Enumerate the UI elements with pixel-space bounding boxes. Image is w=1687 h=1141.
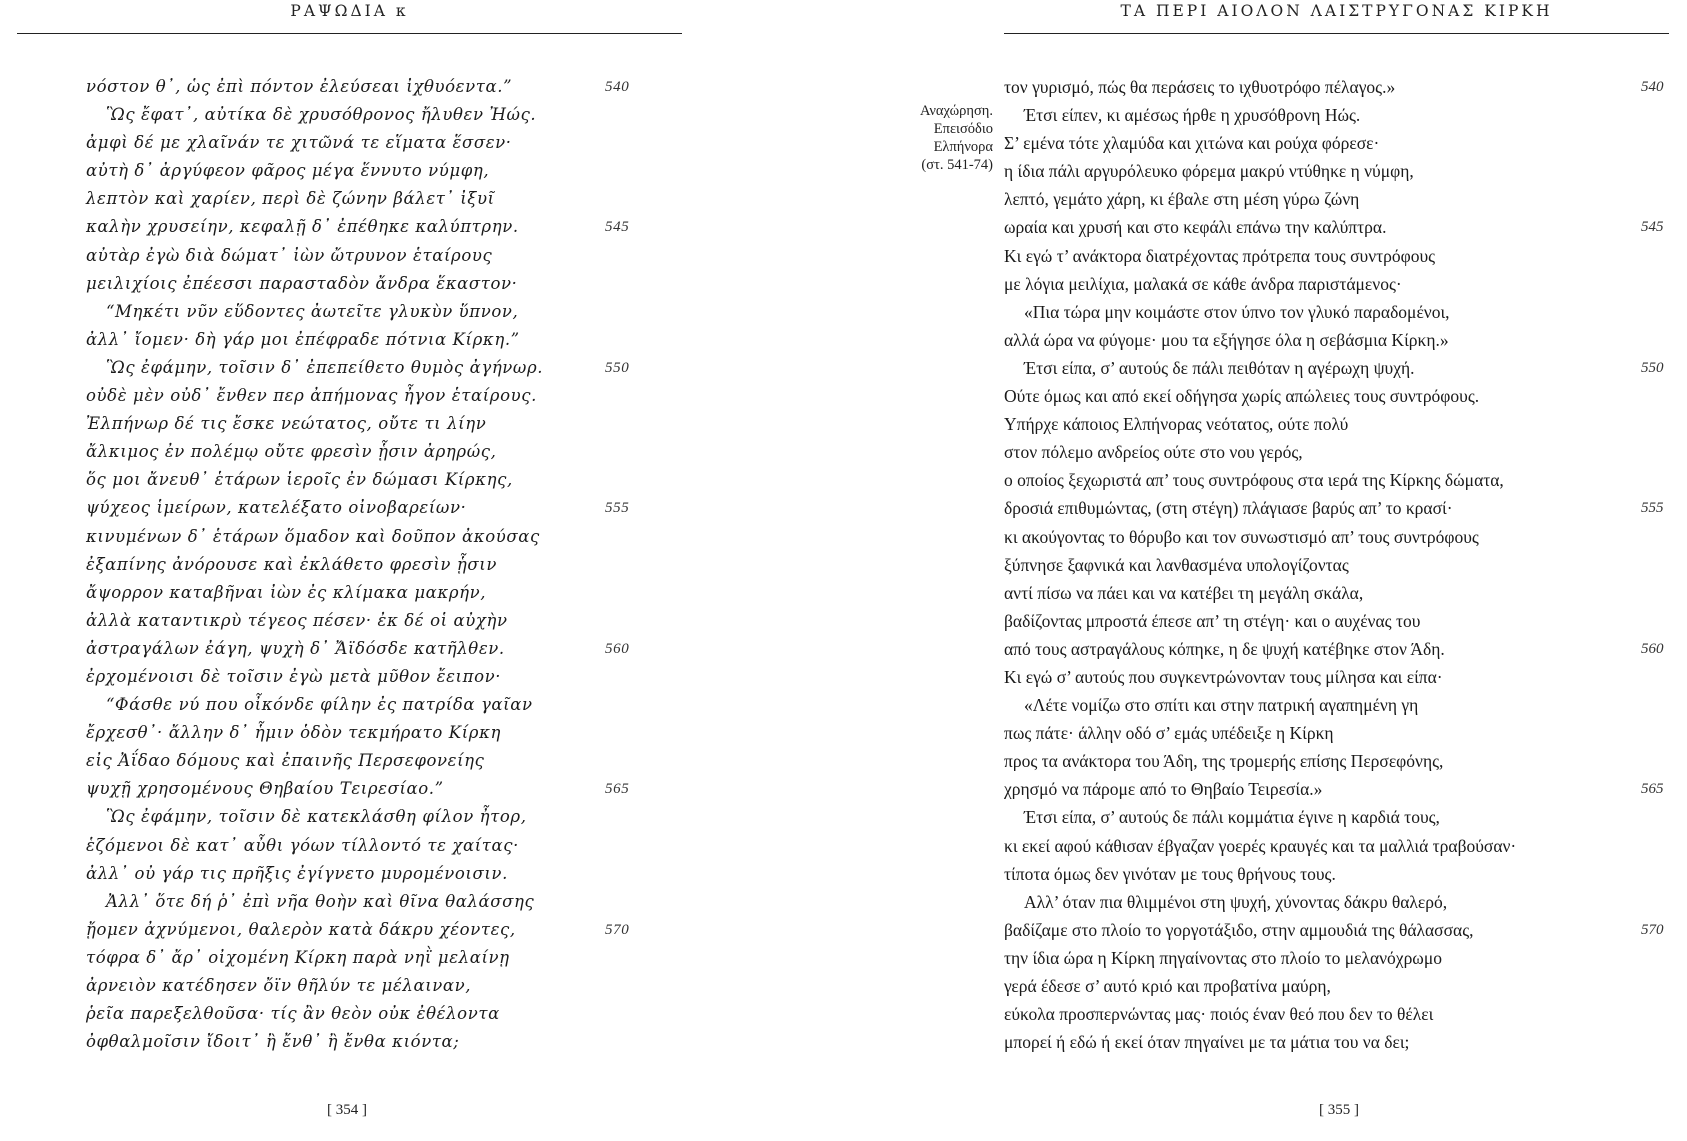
line-number: 555 (605, 500, 630, 517)
verse-line (1004, 775, 1674, 803)
verse-line (1004, 916, 1674, 944)
verse-text: ξύπνησε ξαφνικά και λανθασμένα υπολογίζοντας (1004, 554, 1349, 575)
verse-line (86, 466, 646, 494)
verse-line (86, 157, 646, 185)
verse-line (86, 101, 646, 129)
verse-text: ὀφθαλμοῖσιν ἴδοιτ᾽ ἢ ἔνθ᾽ ἢ ἔνθα κιόντα; (86, 1032, 460, 1052)
line-number: 570 (605, 921, 630, 938)
verse-line (86, 382, 646, 410)
verse-line (86, 888, 646, 916)
verse-text: Ὣς ἐφάμην, τοῖσιν δ᾽ ἐπεπείθετο θυμὸς ἀγήνωρ. (106, 357, 544, 377)
verse-text: αὐτὰρ ἐγὼ διὰ δώματ᾽ ἰὼν ὤτρυνον ἑταίρους (86, 245, 493, 265)
verse-text: Ὣς ἐφάμην, τοῖσιν δὲ κατεκλάσθη φίλον ἦτορ, (106, 807, 527, 827)
verse-text: νόστον θ᾽, ὡς ἐπὶ πόντον ἐλεύσεαι ἰχθυόεντα.” (86, 77, 513, 96)
verse-line (86, 185, 646, 213)
verse-line (86, 551, 646, 579)
line-number: 550 (1641, 359, 1664, 376)
verse-line (1004, 719, 1674, 747)
verse-line (86, 298, 646, 326)
verse-text: ἀρνειὸν κατέδησεν ὄϊν θῆλύν τε μέλαιναν, (86, 976, 472, 995)
running-head: ΡΑΨΩΔΙΑ κ (290, 2, 409, 20)
verse-text: καλὴν χρυσείην, κεφαλῇ δ᾽ ἐπέθηκε καλύπτρην. (86, 217, 519, 237)
verse-line (1004, 832, 1674, 860)
header-rule (17, 33, 682, 34)
verse-text: την ίδια ώρα η Κίρκη πηγαίνοντας στο πλοίο το μελανόχρωμο (1004, 947, 1442, 968)
line-number: 565 (605, 781, 630, 798)
verse-line (1004, 129, 1674, 157)
verse-line (86, 523, 646, 551)
verse-line (86, 73, 646, 101)
verse-text: οὐδὲ μὲν οὐδ᾽ ἔνθεν περ ἀπήμονας ἦγον ἑταίρους. (86, 386, 537, 406)
verse-text: τόφρα δ᾽ ἄρ᾽ οἰχομένη Κίρκη παρὰ νηῒ μελαίνῃ (86, 947, 510, 967)
verse-line (1004, 466, 1674, 494)
margin-note-line: Ελπήνορα (933, 139, 993, 155)
page-number: [ 354 ] (327, 1102, 367, 1118)
verse-line (1004, 494, 1674, 522)
line-number: 550 (605, 359, 630, 376)
verse-text: βαδίζοντας μπροστά έπεσε απ’ τη στέγη· και ο αυχένας του (1004, 610, 1421, 631)
verse-line (86, 747, 646, 775)
line-number: 545 (1641, 219, 1664, 236)
verse-line (1004, 326, 1674, 354)
verse-line (1004, 803, 1674, 831)
verse-line (1004, 663, 1674, 691)
verse-text: με λόγια μειλίχια, μαλακά σε κάθε άνδρα παριστάμενος· (1004, 273, 1402, 294)
verse-line (1004, 298, 1674, 326)
verse-text: ἀλλ᾽ οὐ γάρ τις πρῆξις ἐγίγνετο μυρομένοισιν. (86, 863, 508, 883)
verse-line (1004, 551, 1674, 579)
verse-line (86, 916, 646, 944)
verse-text: ἄψορρον καταβῆναι ἰὼν ἐς κλίμακα μακρήν, (86, 582, 487, 602)
verse-text: ωραία και χρυσή και στο κεφάλι επάνω την καλύπτρα. (1004, 217, 1387, 238)
verse-text: “Φάσθε νύ που οἶκόνδε φίλην ἐς πατρίδα γαῖαν (106, 695, 533, 715)
verse-line (86, 129, 646, 157)
line-number: 560 (1641, 640, 1664, 657)
left-page (0, 0, 843, 1141)
verse-line (1004, 101, 1674, 129)
verse-line (86, 579, 646, 607)
running-head: ΤΑ ΠΕΡΙ ΑΙΟΛΟΝ ΛΑΙΣΤΡΥΓΟΝΑΣ ΚΙΡΚΗ (1120, 2, 1553, 20)
verse-text: μπορεί ή εδώ ή εκεί όταν πηγαίνει με τα μάτια του να δει; (1004, 1032, 1410, 1053)
greek-text (86, 73, 646, 1056)
verse-text: ἀλλ᾽ ἴομεν· δὴ γάρ μοι ἐπέφραδε πότνια Κίρκη.” (86, 329, 520, 349)
line-number: 540 (1641, 79, 1664, 95)
line-number: 565 (1641, 781, 1664, 798)
verse-line (1004, 185, 1674, 213)
verse-text: ἀστραγάλων ἐάγη, ψυχὴ δ᾽ Ἄϊδόσδε κατῆλθεν. (86, 638, 505, 658)
margin-note (843, 102, 993, 174)
verse-text: Κι εγώ σ’ αυτούς που συγκεντρώνονταν τους μίλησα και είπα· (1004, 666, 1443, 687)
verse-line (1004, 747, 1674, 775)
verse-line (86, 494, 646, 522)
verse-text: ο οποίος ξεχωριστά απ’ τους συντρόφους στα ιερά της Κίρκης δώματα, (1004, 470, 1504, 491)
verse-line (86, 1028, 646, 1056)
verse-text: λεπτό, γεμάτο χάρη, κι έβαλε στη μέση γύρω ζώνη (1004, 189, 1360, 210)
line-number: 540 (605, 79, 630, 95)
verse-text: ᾔομεν ἀχνύμενοι, θαλερὸν κατὰ δάκρυ χέοντες, (86, 919, 516, 939)
verse-text: κινυμένων δ᾽ ἑτάρων ὅμαδον καὶ δοῦπον ἀκούσας (86, 526, 540, 546)
verse-text: ἔρχεσθ᾽· ἄλλην δ᾽ ἧμιν ὁδὸν τεκμήρατο Κίρκη (86, 723, 501, 743)
verse-text: ἐξαπίνης ἀνόρουσε καὶ ἐκλάθετο φρεσὶν ᾗσιν (86, 554, 497, 574)
verse-line (86, 213, 646, 241)
verse-line (86, 691, 646, 719)
verse-text: Ούτε όμως και από εκεί οδήγησα χωρίς απώλειες τους συντρόφους. (1004, 386, 1480, 407)
verse-text: Ὣς ἔφατ᾽, αὐτίκα δὲ χρυσόθρονος ἤλυθεν Ἠώς. (106, 105, 537, 125)
margin-note-line: (στ. 541-74) (921, 157, 993, 173)
verse-line (86, 410, 646, 438)
margin-note-line: Επεισόδιο (933, 121, 993, 137)
verse-text: Έτσι είπεν, κι αμέσως ήρθε η χρυσόθρονη Ηώς. (1024, 105, 1361, 126)
line-number: 560 (605, 640, 630, 657)
verse-line (86, 635, 646, 663)
verse-line (1004, 972, 1674, 1000)
verse-text: γερά έδεσε σ’ αυτό κριό και προβατίνα μαύρη, (1004, 976, 1331, 996)
verse-line (1004, 888, 1674, 916)
verse-line (1004, 579, 1674, 607)
verse-line (1004, 270, 1674, 298)
verse-text: αλλά ώρα να φύγομε· μου τα εξήγησε όλα η σεβάσμια Κίρκη.» (1004, 329, 1449, 350)
verse-text: Κι εγώ τ’ ανάκτορα διατρέχοντας πρότρεπα τους συντρόφους (1004, 245, 1436, 266)
verse-text: αντί πίσω να πάει και να κατέβει τη μεγάλη σκάλα, (1004, 582, 1364, 603)
verse-text: «Λέτε νομίζω στο σπίτι και στην πατρική αγαπημένη γη (1024, 695, 1419, 716)
verse-text: αὐτὴ δ᾽ ἀργύφεον φᾶρος μέγα ἕννυτο νύμφη, (86, 161, 490, 181)
verse-line (1004, 382, 1674, 410)
verse-line (1004, 438, 1674, 466)
verse-text: Σ’ εμένα τότε χλαμύδα και χιτώνα και ρούχα φόρεσε· (1004, 133, 1380, 154)
verse-line (86, 607, 646, 635)
verse-line (1004, 410, 1674, 438)
verse-text: προς τα ανάκτορα του Άδη, της τρομερής επίσης Περσεφόνης, (1004, 751, 1444, 772)
line-number: 570 (1641, 921, 1664, 938)
verse-text: στον πόλεμο ανδρείος ούτε στο νου γερός, (1004, 442, 1303, 463)
verse-text: βαδίζαμε στο πλοίο το γοργοτάξιδο, στην αμμουδιά της θάλασσας, (1004, 919, 1474, 940)
verse-text: κι εκεί αφού κάθισαν έβγαζαν γοερές κραυγές και τα μαλλιά τραβούσαν· (1004, 835, 1517, 856)
verse-line (86, 719, 646, 747)
verse-text: μειλιχίοις ἐπέεσσι παρασταδὸν ἄνδρα ἕκαστον· (86, 273, 518, 293)
verse-line (86, 242, 646, 270)
verse-line (86, 438, 646, 466)
verse-text: Υπήρχε κάποιος Ελπήνορας νεότατος, ούτε πολύ (1004, 414, 1349, 435)
verse-text: ἐρχομένοισι δὲ τοῖσιν ἐγὼ μετὰ μῦθον ἔειπον· (86, 666, 502, 686)
line-number: 545 (605, 219, 630, 236)
verse-line (86, 972, 646, 1000)
verse-text: «Πια τώρα μην κοιμάστε στον ύπνο τον γλυκό παραδομένοι, (1024, 301, 1450, 322)
verse-text: δροσιά επιθυμώντας, (στη στέγη) πλάγιασε βαρύς απ’ το κρασί· (1004, 498, 1453, 519)
verse-line (1004, 242, 1674, 270)
verse-line (1004, 944, 1674, 972)
verse-line (1004, 635, 1674, 663)
verse-text: από τους αστραγάλους κόπηκε, η δε ψυχή κατέβηκε στον Άδη. (1004, 638, 1445, 659)
page-number: [ 355 ] (1319, 1102, 1359, 1118)
verse-line (86, 1000, 646, 1028)
verse-line (1004, 1028, 1674, 1056)
verse-line (1004, 157, 1674, 185)
verse-text: ῥεῖα παρεξελθοῦσα· τίς ἂν θεὸν οὐκ ἐθέλοντα (86, 1004, 500, 1024)
verse-text: τίποτα όμως δεν γινόταν με τους θρήνους τους. (1004, 863, 1336, 884)
verse-text: πως πάτε· άλλην οδό σ’ εμάς υπέδειξε η Κίρκη (1004, 723, 1334, 744)
verse-line (86, 944, 646, 972)
verse-line (86, 354, 646, 382)
verse-line (86, 326, 646, 354)
verse-text: λεπτὸν καὶ χαρίεν, περὶ δὲ ζώνην βάλετ᾽ ἰξυῖ (86, 189, 495, 209)
margin-note-line: Αναχώρηση. (919, 103, 993, 119)
translation-text (1004, 73, 1674, 1056)
verse-line (1004, 1000, 1674, 1028)
verse-line (1004, 354, 1674, 382)
verse-text: Αλλ’ όταν πια θλιμμένοι στη ψυχή, χύνοντας δάκρυ θαλερό, (1024, 891, 1448, 912)
verse-text: τον γυρισμό, πώς θα περάσεις το ιχθυοτρόφο πέλαγος.» (1004, 77, 1396, 97)
verse-line (86, 803, 646, 831)
verse-text: κι ακούγοντας το θόρυβο και τον συνωστισμό απ’ τους συντρόφους (1004, 526, 1479, 547)
verse-line (1004, 860, 1674, 888)
verse-text: “Μηκέτι νῦν εὕδοντες ἀωτεῖτε γλυκὺν ὕπνον, (106, 301, 519, 321)
verse-line (86, 270, 646, 298)
verse-text: ἀλλὰ καταντικρὺ τέγεος πέσεν· ἐκ δέ οἱ αὐχὴν (86, 610, 508, 630)
verse-line (1004, 73, 1674, 101)
verse-text: ἑζόμενοι δὲ κατ᾽ αὖθι γόων τίλλοντό τε χαίτας· (86, 835, 519, 855)
verse-line (1004, 523, 1674, 551)
verse-line (1004, 607, 1674, 635)
verse-line (1004, 213, 1674, 241)
verse-text: ἀμφὶ δέ με χλαῖνάν τε χιτῶνά τε εἵματα ἕσσεν· (86, 133, 512, 153)
right-page (843, 0, 1687, 1141)
verse-text: Ἐλπήνωρ δέ τις ἔσκε νεώτατος, οὔτε τι λίην (86, 414, 487, 434)
header-rule (1004, 33, 1669, 34)
verse-line (86, 775, 646, 803)
verse-line (86, 860, 646, 888)
line-number: 555 (1641, 500, 1664, 517)
verse-line (86, 832, 646, 860)
verse-text: ψυχῇ χρησομένους Θηβαίου Τειρεσίαο.” (86, 779, 444, 799)
verse-text: Έτσι είπα, σ’ αυτούς δε πάλι πειθόταν η αγέρωχη ψυχή. (1024, 357, 1415, 378)
verse-text: ψύχεος ἱμείρων, κατελέξατο οἰνοβαρείων· (86, 498, 467, 518)
verse-text: η ίδια πάλι αργυρόλευκο φόρεμα μακρύ ντύθηκε η νύμφη, (1004, 161, 1414, 182)
verse-text: Ἀλλ᾽ ὅτε δή ῥ᾽ ἐπὶ νῆα θοὴν καὶ θῖνα θαλάσσης (106, 891, 535, 911)
verse-text: Έτσι είπα, σ’ αυτούς δε πάλι κομμάτια έγινε η καρδιά τους, (1024, 807, 1440, 828)
verse-text: χρησμό να πάρομε από το Θηβαίο Τειρεσία.» (1004, 779, 1323, 800)
verse-text: ὅς μοι ἄνευθ᾽ ἑτάρων ἱεροῖς ἐν δώμασι Κίρκης, (86, 470, 513, 490)
verse-text: ἄλκιμος ἐν πολέμῳ οὔτε φρεσὶν ᾗσιν ἀρηρώς, (86, 442, 497, 462)
verse-line (1004, 691, 1674, 719)
verse-text: εύκολα προσπερνώντας μας· ποιός έναν θεό που δεν το θέλει (1004, 1004, 1434, 1025)
verse-line (86, 663, 646, 691)
verse-text: εἰς Ἀΐδαο δόμους καὶ ἐπαινῆς Περσεφονείης (86, 751, 485, 771)
